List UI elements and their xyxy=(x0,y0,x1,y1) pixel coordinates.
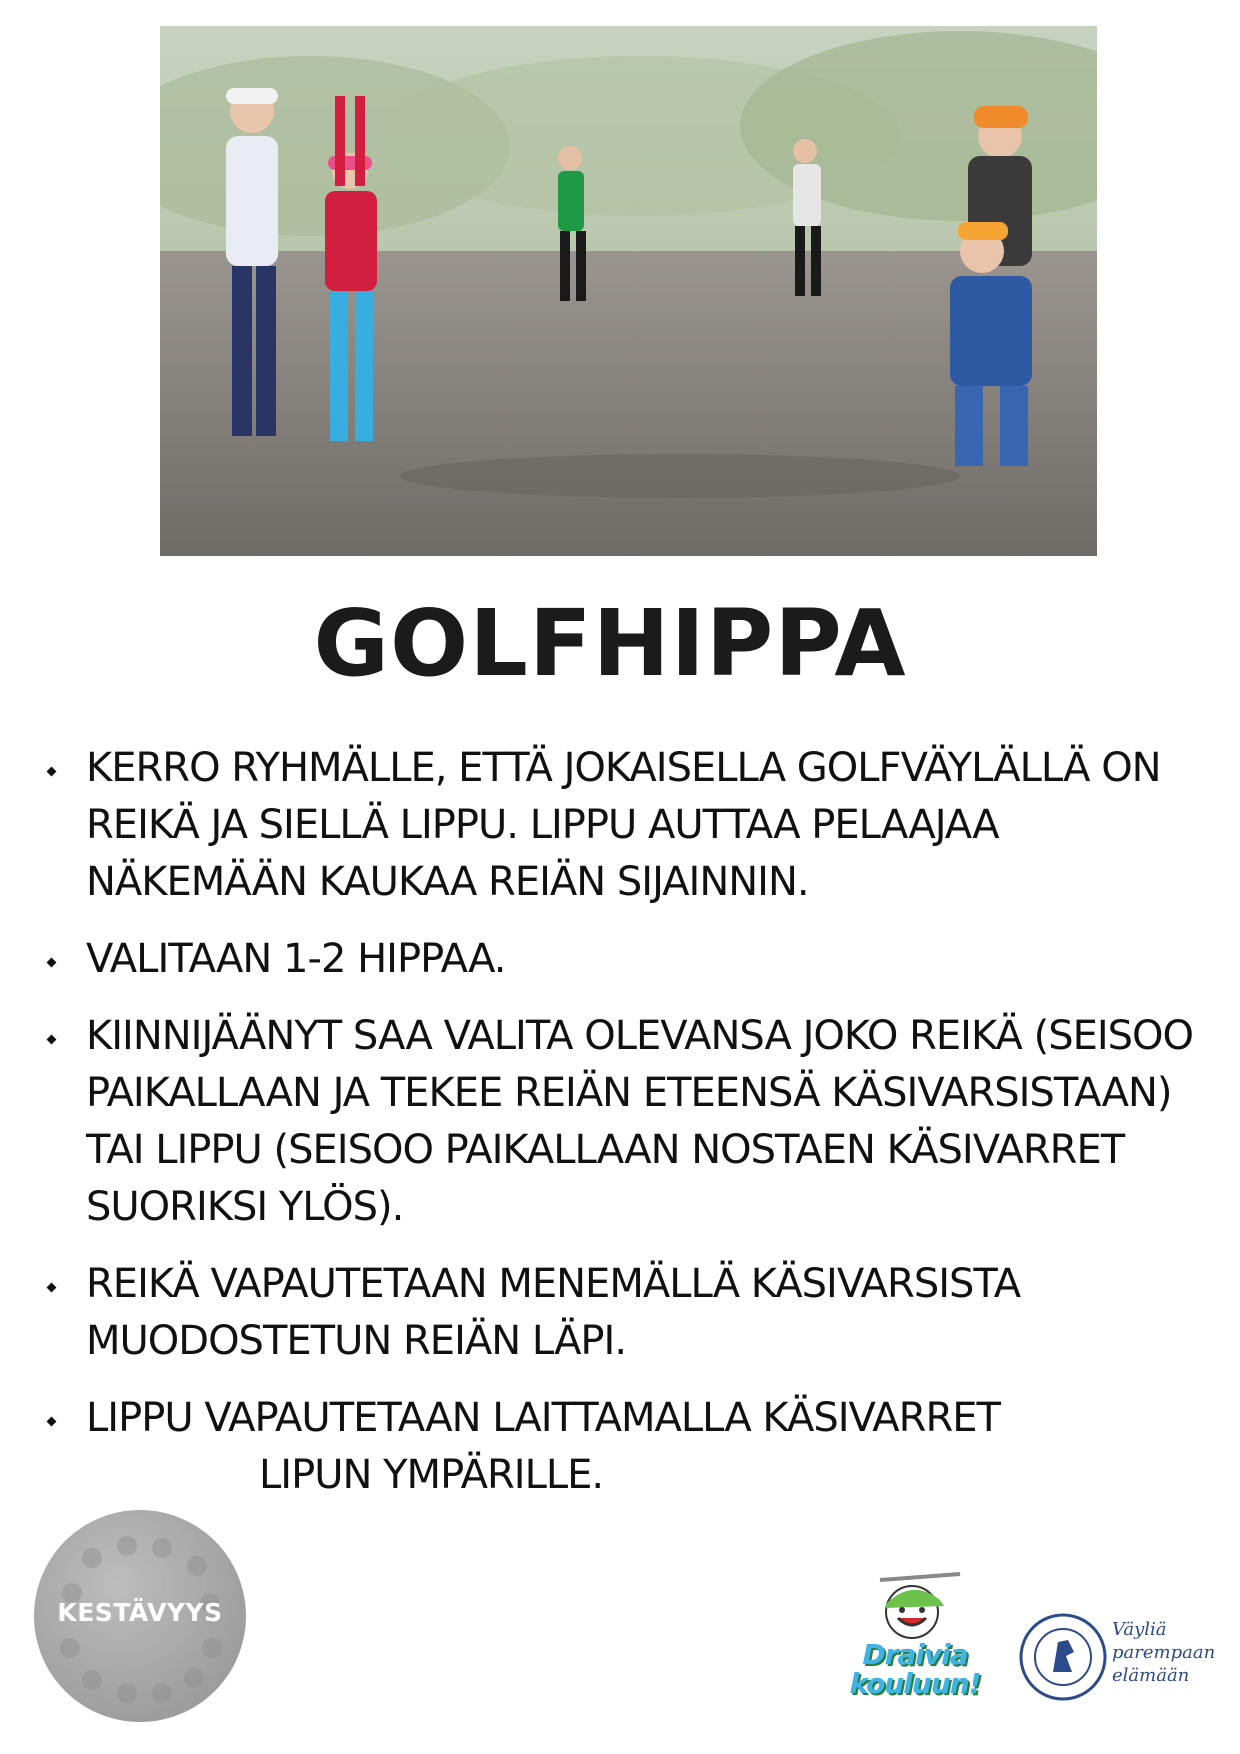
drive-logo-line2: kouluun! xyxy=(849,1667,981,1700)
slogan xyxy=(1112,1618,1240,1687)
instruction-text: VALITAAN 1-2 HIPPAA. xyxy=(86,936,506,982)
instruction-text: KIINNIJÄÄNYT SAA VALITA OLEVANSA JOKO REIKÄ (SEISOO PAIKALLAAN JA TEKEE REIÄN ETEENSÄ KÄSIVARSISTAAN) TAI LIPPU (SEISOO PAIKALLAAN NOSTAEN KÄSIVARRET SUORIKSI YLÖS). xyxy=(86,1013,1194,1230)
federation-seal-icon xyxy=(1018,1612,1108,1702)
slogan-line: elämään xyxy=(1112,1665,1190,1686)
slogan-line: Väyliä xyxy=(1112,1619,1167,1640)
drive-logo xyxy=(840,1640,990,1698)
slogan-line: parempaan xyxy=(1112,1642,1216,1663)
diamond-bullet-icon xyxy=(47,1035,57,1045)
instruction-continuation: LIPUN YMPÄRILLE. xyxy=(259,1452,604,1498)
list-item xyxy=(40,1390,1200,1504)
hero-photo xyxy=(160,26,1097,556)
drive-logo-line1: Draivia xyxy=(862,1638,968,1671)
instruction-text: LIPPU VAPAUTETAAN LAITTAMALLA KÄSIVARRET xyxy=(86,1395,1000,1441)
instruction-text: KERRO RYHMÄLLE, ETTÄ JOKAISELLA GOLFVÄYLÄLLÄ ON REIKÄ JA SIELLÄ LIPPU. LIPPU AUTTAA PELAAJAA NÄKEMÄÄN KAUKAA REIÄN SIJAINNIN. xyxy=(86,745,1161,905)
list-item xyxy=(40,931,1200,988)
diamond-bullet-icon xyxy=(47,958,57,968)
children-playing-photo-icon xyxy=(160,26,1097,556)
instruction-text: REIKÄ VAPAUTETAAN MENEMÄLLÄ KÄSIVARSISTA MUODOSTETUN REIÄN LÄPI. xyxy=(86,1261,1021,1364)
diamond-bullet-icon xyxy=(47,767,57,777)
list-item xyxy=(40,1256,1200,1370)
category-badge: KESTÄVYYS xyxy=(57,1598,223,1627)
list-item xyxy=(40,1008,1200,1236)
diamond-bullet-icon xyxy=(47,1283,57,1293)
diamond-bullet-icon xyxy=(47,1417,57,1427)
mascot-icon xyxy=(840,1570,990,1640)
instruction-list xyxy=(40,740,1200,1524)
page-title: GOLFHIPPA xyxy=(313,590,907,697)
list-item xyxy=(40,740,1200,911)
